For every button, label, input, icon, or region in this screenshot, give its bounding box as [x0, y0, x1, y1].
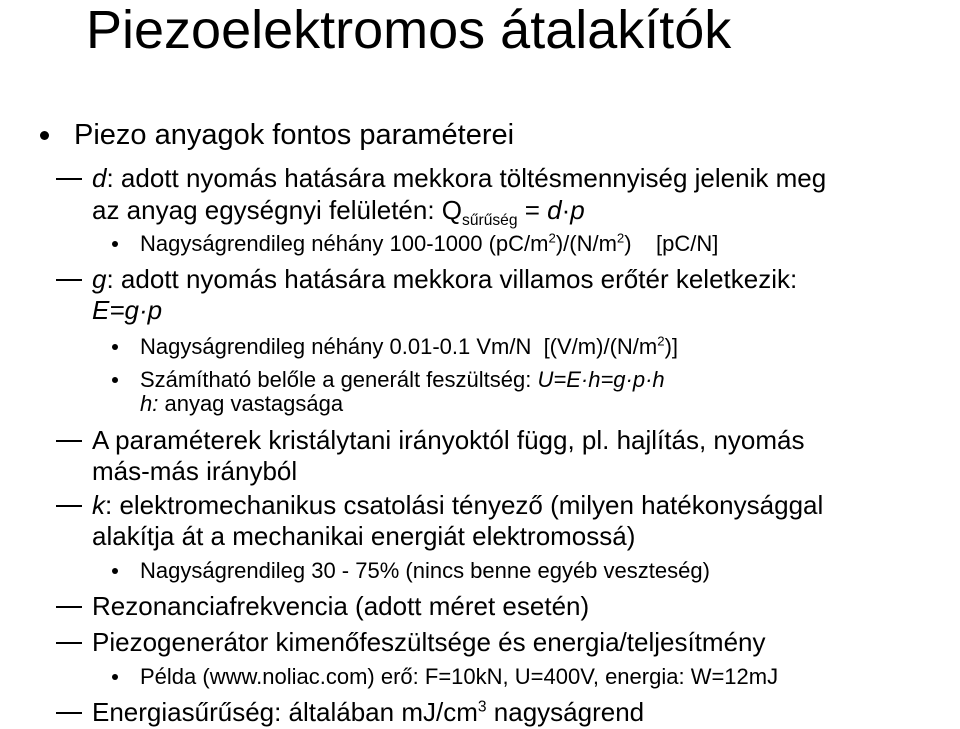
q-subscript: sűrűség — [462, 212, 518, 230]
dash-icon — [56, 712, 82, 714]
dash-icon — [56, 279, 82, 281]
main-bullet-text: Piezo anyagok fontos paraméterei — [74, 119, 515, 151]
k-param-line1-text: : elektromechanikus csatolási tényező (milyen hatékonysággal — [105, 490, 824, 520]
crystal-line1: A paraméterek kristálytani irányoktól függ, pl. hajlítás, nyomás — [92, 425, 805, 455]
crystal-line2: más-más irányból — [92, 456, 298, 486]
h-symbol: h: — [140, 391, 159, 416]
slide-title: Piezoelektromos átalakítók — [86, 0, 732, 60]
d-param-line1-text: : adott nyomás hatására mekkora töltésmennyiség jelenik meg — [106, 163, 827, 193]
k-param-line2: alakítja át a mechanikai energiát elektromossá) — [92, 521, 636, 551]
generator-text: Piezogenerátor kimenőfeszültsége és energia/teljesítmény — [92, 627, 766, 657]
energy-density-text: Energiasűrűség: általában mJ/cm — [92, 697, 478, 727]
bullet-icon — [112, 344, 118, 350]
bullet-icon — [112, 241, 118, 247]
dash-icon — [56, 606, 82, 608]
bullet-icon — [40, 131, 49, 140]
resonance-text: Rezonanciafrekvencia (adott méret esetén) — [92, 591, 590, 621]
eq-d: d — [547, 195, 562, 225]
eq-p: p — [570, 195, 585, 225]
g-formula: E=g·p — [92, 295, 163, 325]
k-magnitude-text: Nagyságrendileg 30 - 75% (nincs benne egyéb veszteség) — [140, 558, 710, 583]
eq-mid: = — [517, 195, 548, 225]
bullet-icon — [112, 674, 118, 680]
generator-example-text: Példa (www.noliac.com) erő: F=10kN, U=400V, energia: W=12mJ — [140, 664, 779, 689]
voltage-formula: U=E·h=g·p·h — [537, 367, 665, 392]
g-magnitude-text: Nagyságrendileg néhány 0.01-0.1 Vm/N [(V/m)/(N/m — [140, 334, 658, 359]
d-symbol: d — [92, 163, 107, 193]
d-magnitude-text: Nagyságrendileg néhány 100-1000 (pC/m — [140, 231, 549, 256]
bullet-icon — [112, 377, 118, 383]
thickness-text: anyag vastagsága — [158, 391, 344, 416]
k-symbol: k — [92, 490, 105, 520]
bullet-icon — [112, 568, 118, 574]
dash-icon — [56, 440, 82, 442]
g-voltage-text: Számítható belőle a generált feszültség: — [140, 367, 538, 392]
dash-icon — [56, 642, 82, 644]
dash-icon — [56, 505, 82, 507]
eq-dot: · — [561, 195, 571, 225]
g-symbol: g — [92, 264, 107, 294]
d-param-line1 — [92, 163, 826, 193]
dash-icon — [56, 178, 82, 180]
g-param-line1-text: : adott nyomás hatására mekkora villamos erőtér keletkezik: — [106, 264, 798, 294]
d-param-line2-text: az anyag egységnyi felületén: Q — [92, 195, 463, 225]
